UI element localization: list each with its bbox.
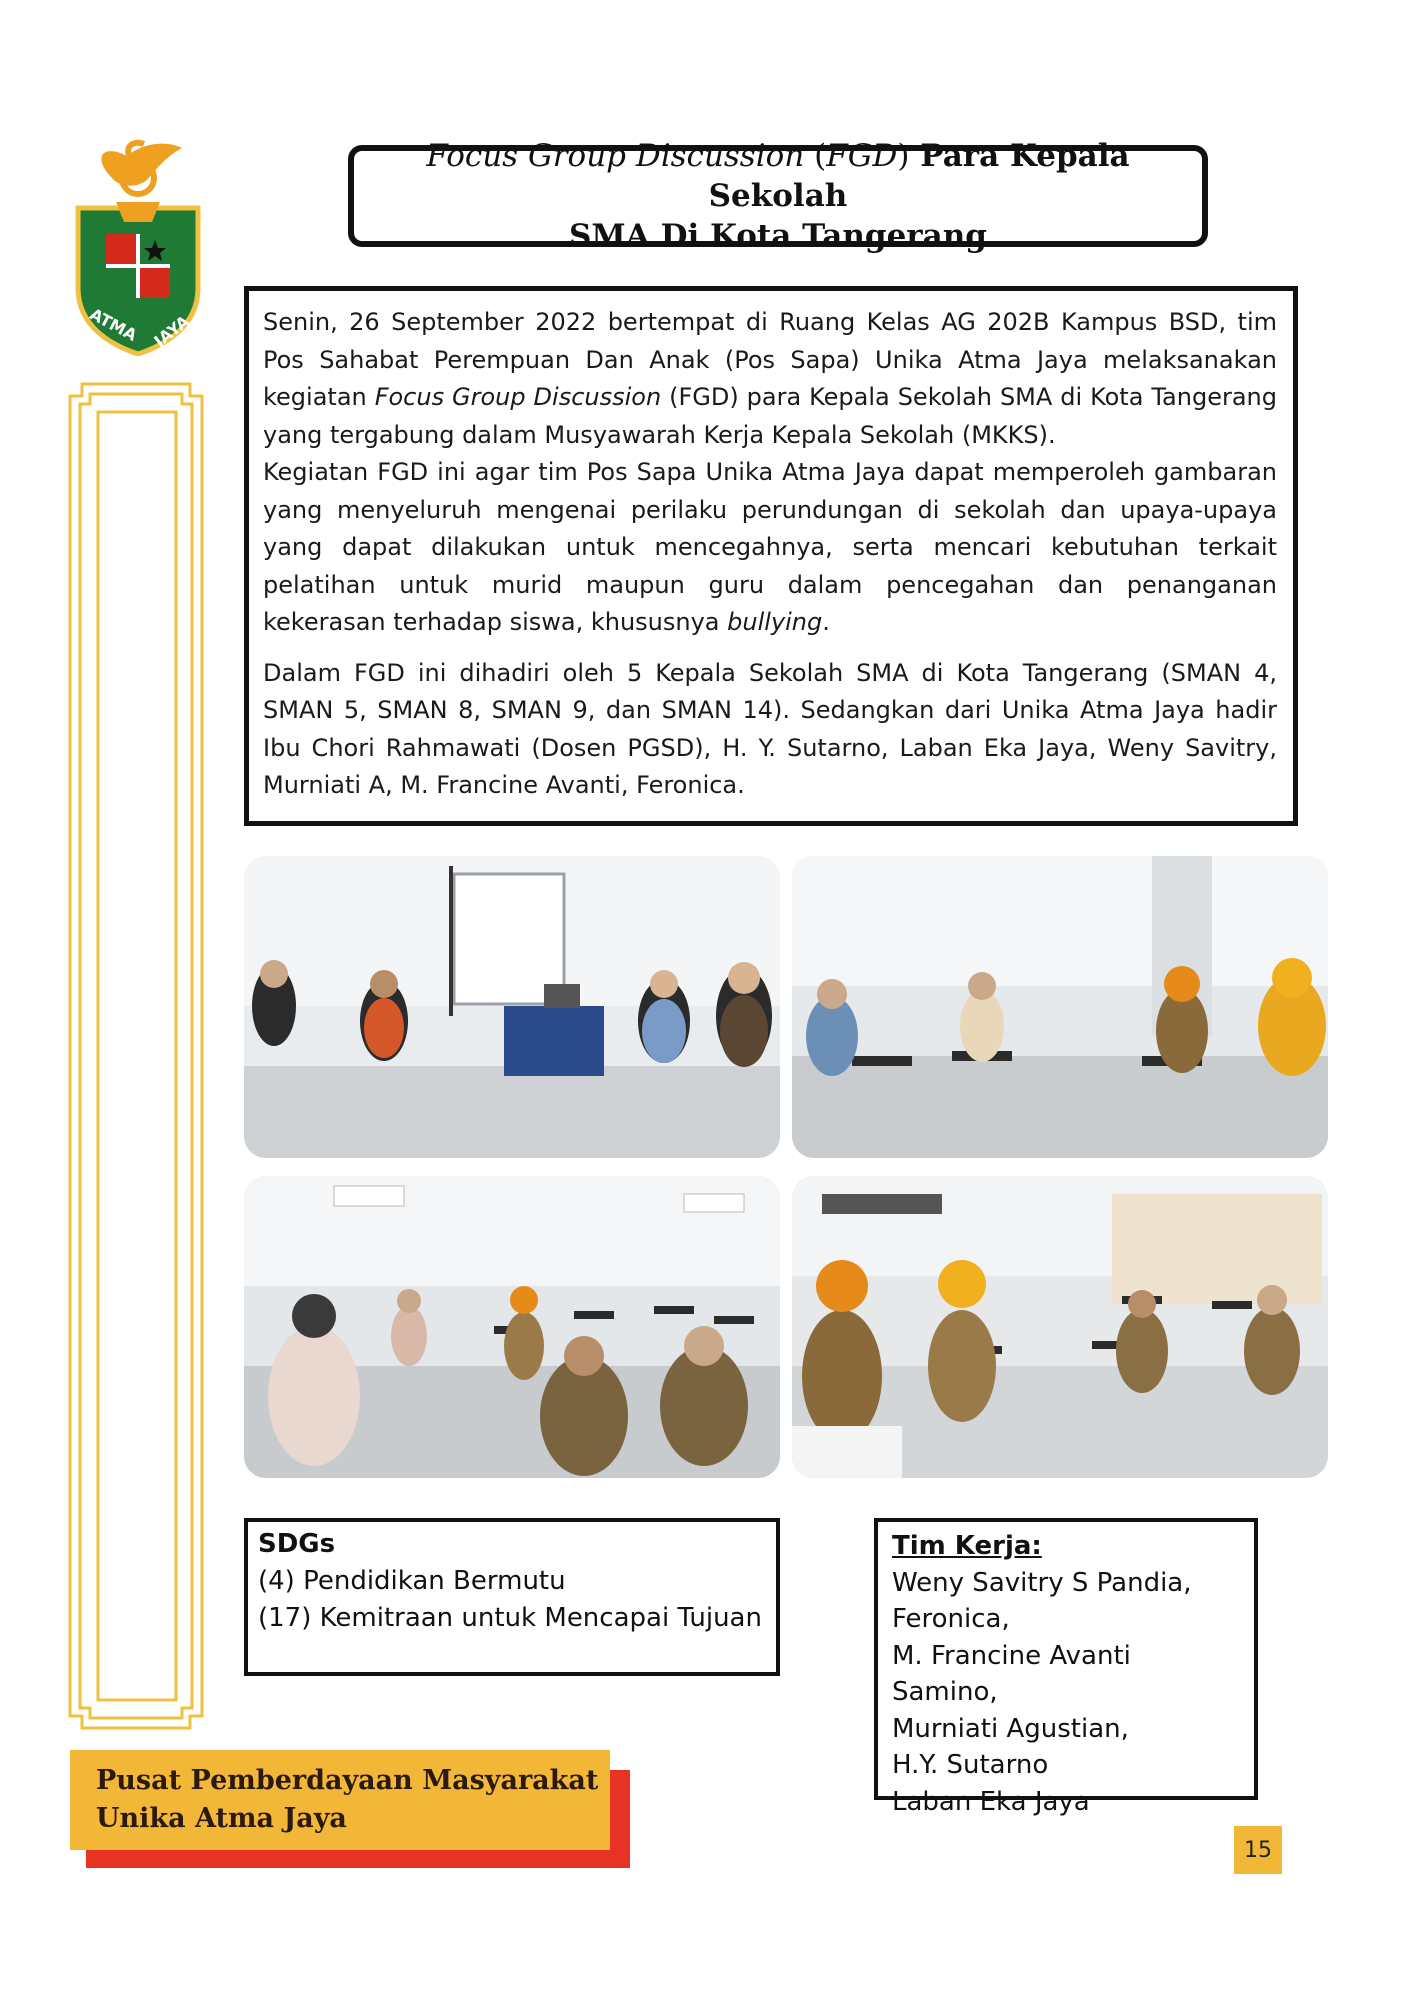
photo-classroom-discussion-3 bbox=[244, 1176, 780, 1478]
paragraph-2-part-2: . bbox=[822, 608, 830, 636]
title-rest: Para Kepala Sekolah bbox=[708, 138, 1130, 214]
title-line-2: SMA Di Kota Tangerang bbox=[569, 218, 987, 254]
footer-line-1: Pusat Pemberdayaan Masyarakat bbox=[96, 1765, 599, 1796]
title-line-1 bbox=[354, 136, 1202, 216]
title-paren-close: ) bbox=[897, 138, 910, 174]
sdg-item: (4) Pendidikan Bermutu bbox=[258, 1566, 566, 1596]
team-member: H.Y. Sutarno bbox=[892, 1750, 1049, 1780]
paragraph-2-part-1: Kegiatan FGD ini agar tim Pos Sapa Unika Atma Jaya dapat memperoleh gambaran yang menyeluruh mengenai perilaku perundungan di sekolah dan upaya-upaya yang dapat dilakukan untuk mencegahnya, serta mencari kebutuhan terkait pelatihan untuk murid maupun guru dalam pencegahan dan penanganan kekerasan terhadap siswa, khususnya bbox=[263, 458, 1277, 636]
paragraph-2 bbox=[263, 454, 1277, 642]
title-box bbox=[348, 138, 1208, 254]
paragraph-3: Dalam FGD ini dihadiri oleh 5 Kepala Sekolah SMA di Kota Tangerang (SMAN 4, SMAN 5, SMAN 8, SMAN 9, dan SMAN 14). Sedangkan dari Unika Atma Jaya hadir Ibu Chori Rahmawati (Dosen PGSD), H. Y. Sutarno, Laban Eka Jaya, Weny Savitry, Murniati A, M. Francine Avanti, Feronica. bbox=[263, 658, 1277, 799]
team-member: Laban Eka Jaya bbox=[892, 1786, 1090, 1817]
photo-classroom-discussion-1 bbox=[244, 856, 780, 1158]
logo-text-left: ATMA bbox=[86, 304, 141, 345]
team-box bbox=[874, 1518, 1258, 1817]
paragraph-1-part-1: Senin, 26 September 2022 bertempat di Ruang Kelas AG 202B Kampus BSD, tim Pos Sahabat Perempuan Dan Anak (Pos Sapa) Unika Atma Jaya melaksanakan kegiatan bbox=[263, 308, 1277, 411]
atma-jaya-logo bbox=[72, 138, 204, 356]
team-member: Feronica, bbox=[892, 1604, 1010, 1634]
side-decorative-frame bbox=[60, 376, 222, 1736]
title-abbr: FGD bbox=[826, 138, 898, 174]
paragraph-1-part-2: (FGD) para Kepala Sekolah SMA di Kota Tangerang yang tergabung dalam Musyawarah Kerja Kepala Sekolah (MKKS). bbox=[263, 383, 1277, 449]
photo-classroom-discussion-2 bbox=[792, 856, 1328, 1158]
team-member: M. Francine Avanti Samino, bbox=[892, 1640, 1131, 1707]
title-paren-open: ( bbox=[814, 138, 827, 174]
team-heading: Tim Kerja: bbox=[892, 1531, 1042, 1561]
sdg-item: (17) Kemitraan untuk Mencapai Tujuan bbox=[258, 1603, 762, 1633]
footer-banner bbox=[70, 1750, 610, 1850]
paragraph-2-italic: bullying bbox=[727, 608, 823, 636]
article-body-box bbox=[244, 286, 1298, 826]
team-member: Weny Savitry S Pandia, bbox=[892, 1567, 1192, 1598]
photo-classroom-discussion-4 bbox=[792, 1176, 1328, 1478]
footer-line-2: Unika Atma Jaya bbox=[96, 1803, 347, 1834]
paragraph-1 bbox=[263, 304, 1277, 454]
title-italic: Focus Group Discussion bbox=[426, 138, 805, 174]
sdgs-box bbox=[244, 1518, 780, 1676]
logo-text-right: JAYA bbox=[150, 311, 193, 351]
team-member: Murniati Agustian, bbox=[892, 1713, 1129, 1744]
paragraph-1-italic: Focus Group Discussion bbox=[374, 383, 662, 411]
sdgs-heading: SDGs bbox=[258, 1529, 336, 1559]
page-number: 15 bbox=[1234, 1826, 1282, 1874]
